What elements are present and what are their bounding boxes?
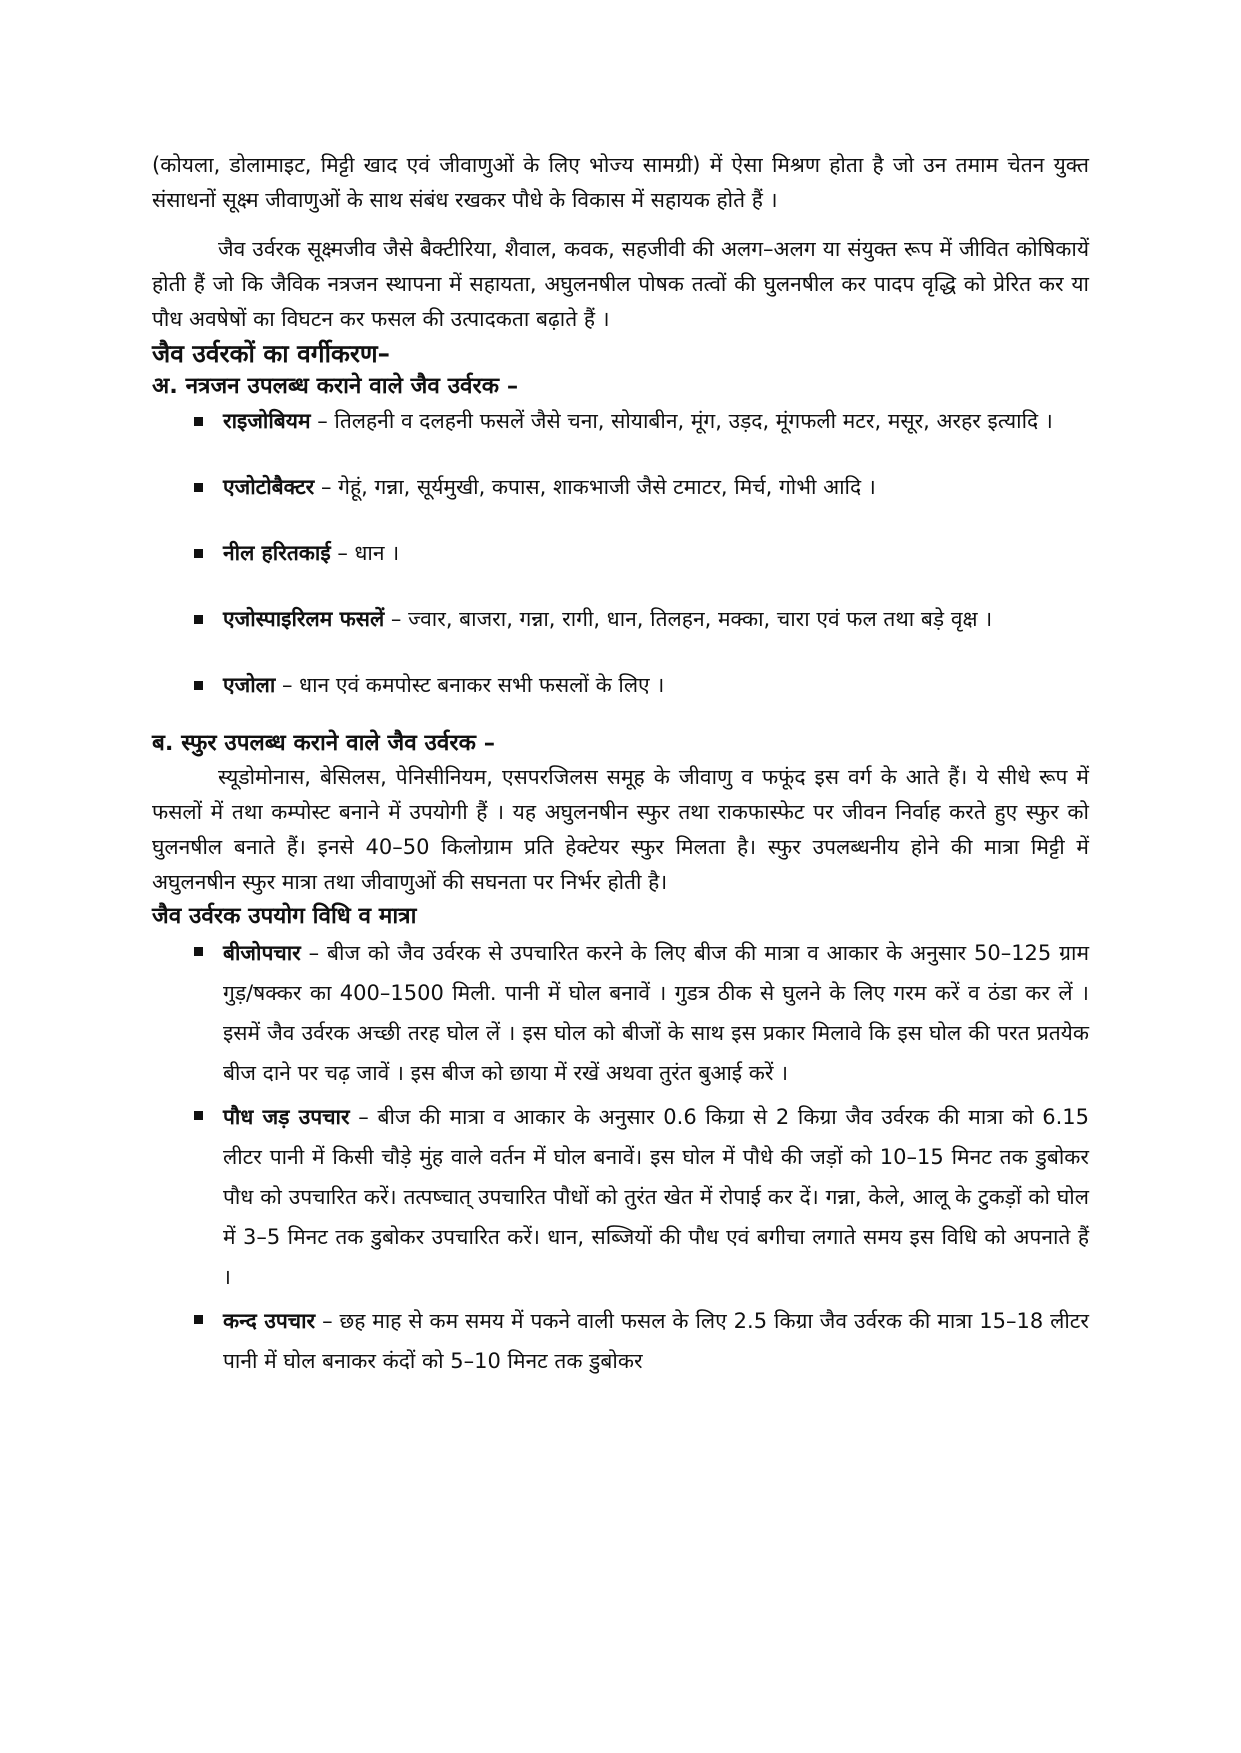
section-b-paragraph: स्यूडोमोनास, बेसिलस, पेनिसीनियम, एसपरजिलस समूह के जीवाणु व फफूंद इस वर्ग के आते हैं। ये सीधे रूप में फसलों में तथा कम्पोस्ट बनाने में उपयोगी हैं । यह अघुलनषीन स्फुर तथा राकफास्फेट पर जीवन निर्वाह करते हुए स्फुर को घुलनषील बनाते हैं। इनसे 40–50 किलोग्राम प्रति हेक्टेयर स्फुर मिलता है। स्फुर उपलब्धनीय होने की मात्रा मिट्टी में अघुलनषीन स्फुर मात्रा तथा जीवाणुओं की सघनता पर निर्भर होती है।	[152, 765, 1089, 894]
list-item	[152, 1097, 1089, 1297]
section-a-heading: अ. नत्रजन उपलब्ध कराने वाले जैव उर्वरक –	[152, 373, 519, 399]
list-item-term: राइजोबियम	[223, 409, 311, 433]
list-item-term: कन्द उपचार	[223, 1309, 316, 1333]
list-item-text: – बीज को जैव उर्वरक से उपचारित करने के लिए बीज की मात्रा व आकार के अनुसार 50–125 ग्राम गुड़/षक्कर का 400–1500 मिली. पानी में घोल बनावें । गुडत्र ठीक से घुलने के लिए गरम करें व ठंडा कर लें । इसमें जैव उर्वरक अच्छी तरह घोल लें । इस घोल को बीजों के साथ इस प्रकार मिलावे कि इस घोल की परत प्रतयेक बीज दाने पर चढ़ जावें । इस बीज को छाया में रखें अथवा तुरंत बुआई करें ।	[223, 941, 1089, 1085]
list-item-term: एजोटोबैक्टर	[223, 475, 315, 499]
bullet-square-icon	[194, 615, 203, 624]
bullet-square-icon	[194, 1111, 203, 1120]
list-item	[152, 469, 1089, 505]
bullet-square-icon	[194, 549, 203, 558]
list-item-term: एजोस्पाइरिलम फसलें	[223, 607, 385, 631]
bullet-square-icon	[194, 483, 203, 492]
section-b-heading: ब. स्फुर उपलब्ध कराने वाले जैव उर्वरक –	[152, 730, 495, 756]
intro-paragraph-2: जैव उर्वरक सूक्ष्मजीव जैसे बैक्टीरिया, शैवाल, कवक, सहजीवी की अलग–अलग या संयुक्त रूप में जीवित कोषिकायें होती हैं जो कि जैविक नत्रजन स्थापना में सहायता, अघुलनषील पोषक तत्वों की घुलनषील कर पादप वृद्धि को प्रेरित कर या पौध अवषेषों का विघटन कर फसल की उत्पादकता बढ़ाते हैं ।	[152, 237, 1089, 331]
list-item	[152, 667, 1089, 703]
list-item-term: बीजोपचार	[223, 941, 301, 965]
section-a-list	[152, 403, 1089, 703]
list-item	[152, 601, 1089, 637]
list-item	[152, 403, 1089, 439]
list-item-text: – धान एवं कमपोस्ट बनाकर सभी फसलों के लिए ।	[275, 673, 665, 697]
list-item	[152, 535, 1089, 571]
list-item-term: नील हरितकाई	[223, 541, 331, 565]
list-item-text: – ज्वार, बाजरा, गन्ना, रागी, धान, तिलहन, मक्का, चारा एवं फल तथा बड़े वृक्ष ।	[384, 607, 993, 631]
bullet-square-icon	[194, 417, 203, 426]
list-item-text: – तिलहनी व दलहनी फसलें जैसे चना, सोयाबीन, मूंग, उड़द, मूंगफली मटर, मसूर, अरहर इत्यादि ।	[310, 409, 1053, 433]
bullet-square-icon	[194, 681, 203, 690]
usage-heading: जैव उर्वरक उपयोग विधि व मात्रा	[152, 903, 417, 929]
list-item-term: पौध जड़ उपचार	[223, 1105, 350, 1129]
bullet-square-icon	[194, 1315, 203, 1324]
classification-heading: जैव उर्वरकों का वर्गीकरण–	[152, 339, 390, 368]
usage-list	[152, 933, 1089, 1381]
list-item-text: – धान ।	[330, 541, 400, 565]
list-item-text: – गेहूं, गन्ना, सूर्यमुखी, कपास, शाकभाजी जैसे टमाटर, मिर्च, गोभी आदि ।	[314, 475, 876, 499]
list-item-text: – बीज की मात्रा व आकार के अनुसार 0.6 किग्रा से 2 किग्रा जैव उर्वरक की मात्रा को 6.15 लीटर पानी में किसी चौड़े मुंह वाले वर्तन में घोल बनावें। इस घोल में पौधे की जड़ों को 10–15 मिनट तक डुबोकर पौध को उपचारित करें। तत्पष्चात् उपचारित पौधों को तुरंत खेत में रोपाई कर दें। गन्ना, केले, आलू के टुकड़ों को घोल में 3–5 मिनट तक डुबोकर उपचारित करें। धान, सब्जियों की पौध एवं बगीचा लगाते समय इस विधि को अपनाते हैं ।	[223, 1105, 1090, 1289]
intro-paragraph-1: (कोयला, डोलामाइट, मिट्टी खाद एवं जीवाणुओं के लिए भोज्य सामग्री) में ऐसा मिश्रण होता है जो उन तमाम चेतन युक्त संसाधनों सूक्ष्म जीवाणुओं के साथ संबंध रखकर पौधे के विकास में सहायक होते हैं ।	[152, 153, 1089, 212]
list-item-term: एजोला	[223, 673, 276, 697]
list-item	[152, 933, 1089, 1093]
bullet-square-icon	[194, 947, 203, 956]
list-item-text: – छह माह से कम समय में पकने वाली फसल के लिए 2.5 किग्रा जैव उर्वरक की मात्रा 15–18 लीटर पानी में घोल बनाकर कंदों को 5–10 मिनट तक डुबोकर	[223, 1309, 1089, 1373]
list-item	[152, 1301, 1089, 1381]
